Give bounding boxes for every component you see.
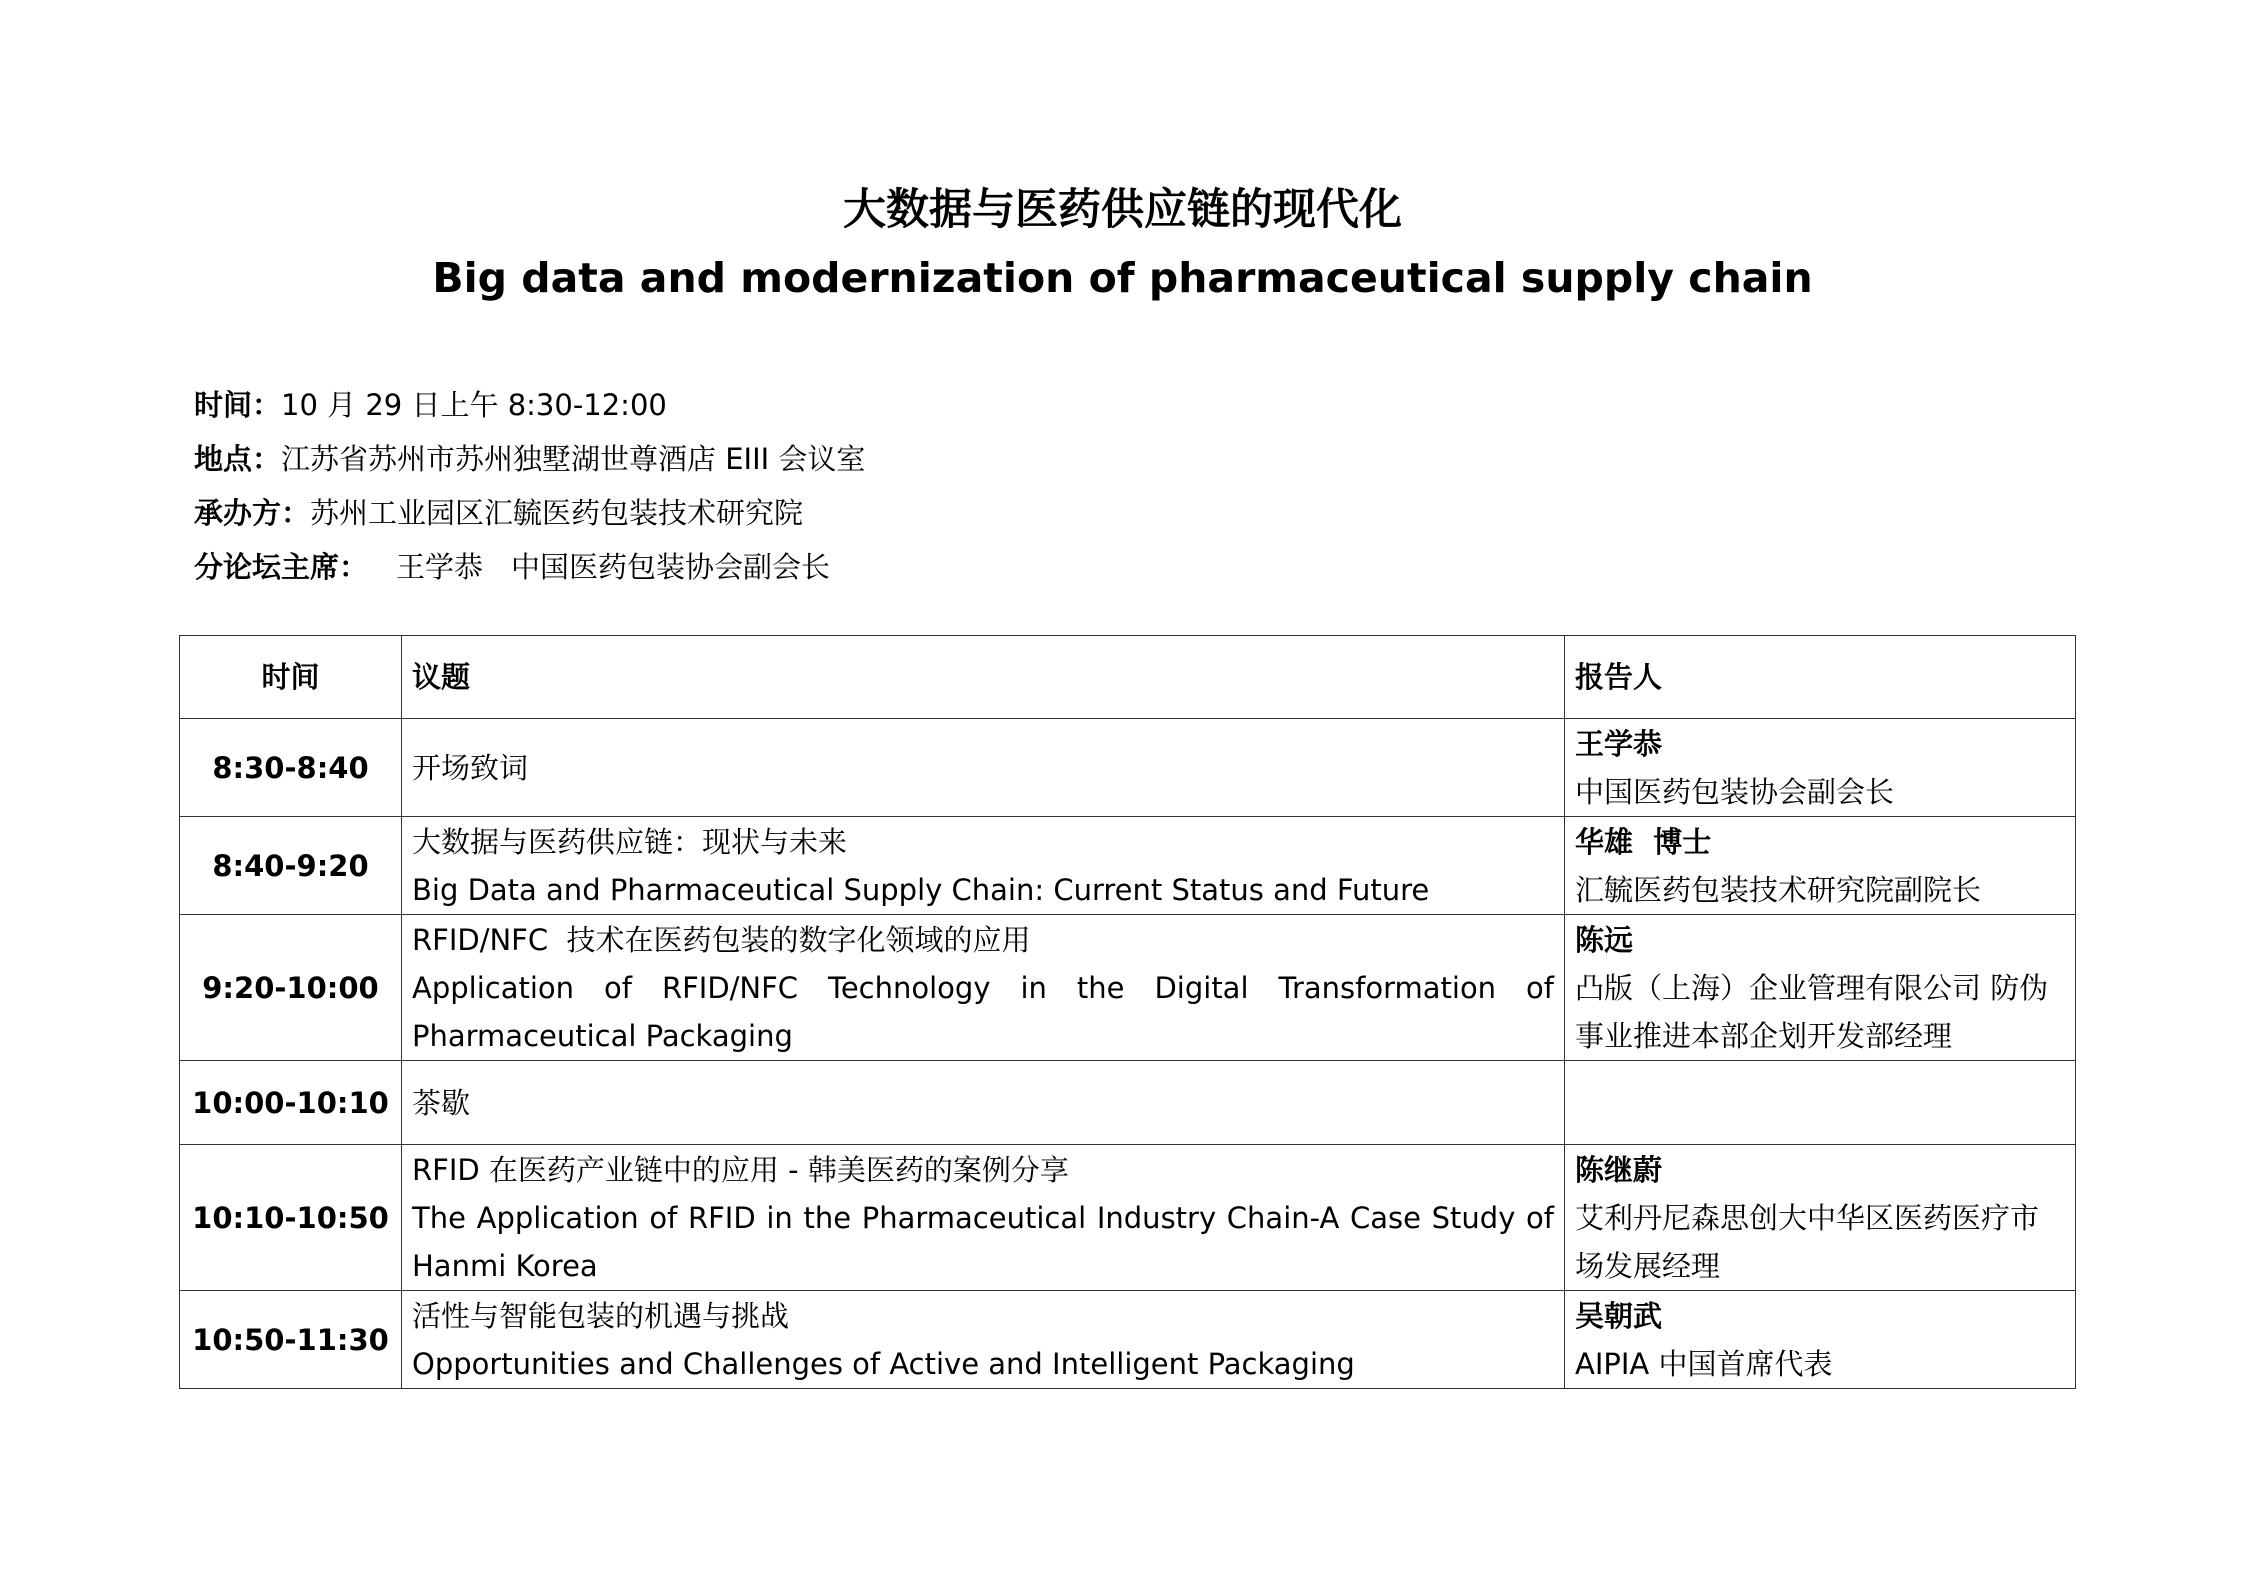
speaker-name: 吴朝武: [1575, 1298, 1663, 1333]
session-time: 9:20-10:00: [180, 915, 402, 1061]
topic-en: Opportunities and Challenges of Active and Intelligent Packaging: [412, 1346, 1355, 1381]
topic-en: The Application of RFID in the Pharmaceutical Industry Chain-A Case Study of Hanmi Korea: [412, 1200, 1554, 1283]
topic-zh: 茶歇: [412, 1085, 471, 1120]
session-speaker: [1565, 1291, 2076, 1389]
header-speaker: 报告人: [1565, 636, 2076, 719]
speaker-title: AIPIA 中国首席代表: [1575, 1346, 1833, 1381]
topic-zh: 活性与智能包装的机遇与挑战: [412, 1298, 790, 1333]
speaker-title: 汇毓医药包装技术研究院副院长: [1575, 872, 1982, 907]
organizer-value: 苏州工业园区汇毓医药包装技术研究院: [310, 496, 804, 530]
organizer-line: [194, 486, 865, 540]
venue-label: 地点：: [194, 442, 282, 476]
session-time: 10:50-11:30: [180, 1291, 402, 1389]
header-topic: 议题: [402, 636, 1565, 719]
session-time: 10:10-10:50: [180, 1145, 402, 1291]
speaker-title: 凸版（上海）企业管理有限公司 防伪事业推进本部企划开发部经理: [1575, 970, 2049, 1053]
session-topic: [402, 1291, 1565, 1389]
table-row: [180, 1145, 2076, 1291]
session-topic: [402, 817, 1565, 915]
chair-title: 中国医药包装协会副会长: [511, 550, 831, 584]
time-label: 时间：: [194, 388, 282, 422]
topic-zh: RFID/NFC 技术在医药包装的数字化领域的应用: [412, 922, 1031, 957]
header-time: 时间: [180, 636, 402, 719]
session-speaker: [1565, 915, 2076, 1061]
session-topic: [402, 915, 1565, 1061]
time-line: [194, 378, 865, 432]
session-speaker: [1565, 1145, 2076, 1291]
time-value: 10 月 29 日上午 8:30-12:00: [281, 388, 667, 422]
topic-zh: 开场致词: [412, 750, 529, 785]
event-info: [194, 378, 865, 594]
session-speaker: [1565, 817, 2076, 915]
speaker-title: 艾利丹尼森思创大中华区医药医疗市场发展经理: [1575, 1200, 2040, 1283]
session-speaker: [1565, 719, 2076, 817]
chair-label: 分论坛主席：: [194, 550, 369, 584]
topic-zh: RFID 在医药产业链中的应用 - 韩美医药的案例分享: [412, 1152, 1069, 1187]
session-topic: [402, 1061, 1565, 1145]
agenda-table: [179, 635, 2076, 1389]
session-speaker: [1565, 1061, 2076, 1145]
chair-line: [194, 540, 865, 594]
table-row: [180, 719, 2076, 817]
table-row: [180, 915, 2076, 1061]
topic-zh: 大数据与医药供应链：现状与未来: [412, 824, 848, 859]
speaker-name: 陈继蔚: [1575, 1152, 1663, 1187]
speaker-name: 华雄 博士: [1575, 824, 1712, 859]
speaker-name: 陈远: [1575, 922, 1634, 957]
session-time: 8:40-9:20: [180, 817, 402, 915]
session-topic: [402, 719, 1565, 817]
table-row: [180, 817, 2076, 915]
table-row: [180, 1061, 2076, 1145]
session-time: 10:00-10:10: [180, 1061, 402, 1145]
table-header-row: [180, 636, 2076, 719]
chair-name: 王学恭: [396, 550, 484, 584]
page-title-zh: 大数据与医药供应链的现代化: [843, 185, 1402, 235]
session-time: 8:30-8:40: [180, 719, 402, 817]
session-topic: [402, 1145, 1565, 1291]
topic-en: Big Data and Pharmaceutical Supply Chain: Current Status and Future: [412, 872, 1430, 907]
venue-line: [194, 432, 865, 486]
venue-value: 江苏省苏州市苏州独墅湖世尊酒店 EIII 会议室: [281, 442, 866, 476]
speaker-name: 王学恭: [1575, 726, 1663, 761]
page-title-en: Big data and modernization of pharmaceutical supply chain: [432, 254, 1813, 302]
organizer-label: 承办方：: [194, 496, 311, 530]
topic-en: Application of RFID/NFC Technology in the Digital Transformation of Pharmaceutical Packaging: [412, 970, 1554, 1053]
table-row: [180, 1291, 2076, 1389]
speaker-title: 中国医药包装协会副会长: [1575, 774, 1895, 809]
